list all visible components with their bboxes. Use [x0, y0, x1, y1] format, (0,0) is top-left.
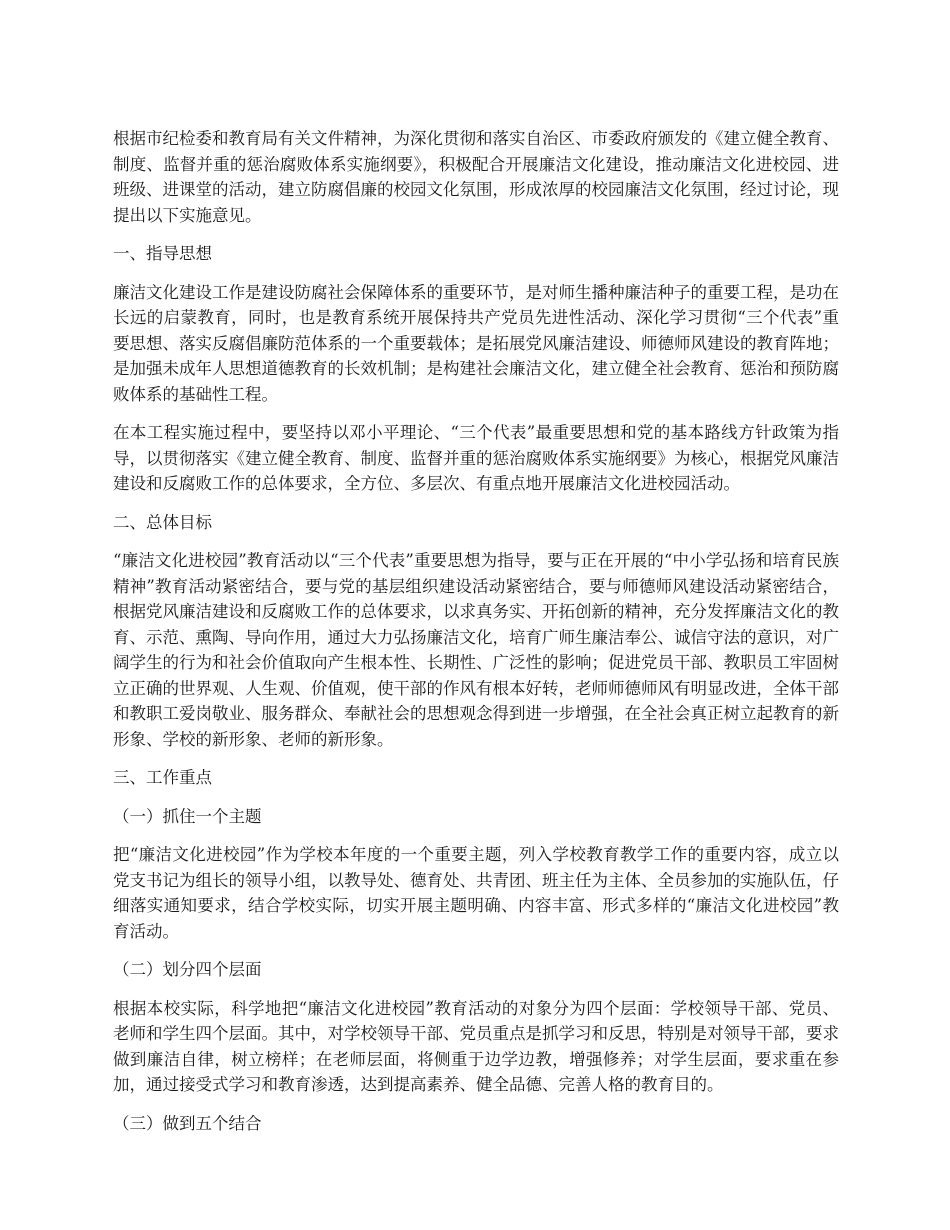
- guiding-thought-paragraph-1: 廉洁文化建设工作是建设防腐社会保障体系的重要环节，是对师生播种廉洁种子的重要工程，是功在长远的启蒙教育，同时，也是教育系统开展保持共产党员先进性活动、深化学习贯彻“三个代表”重要思想、落实反腐倡廉防范体系的一个重要载体；是拓展党风廉洁建设、师德师风建设的教育阵地；是加强未成年人思想道德教育的长效机制；是构建社会廉洁文化，建立健全社会教育、惩治和预防腐败体系的基础性工程。: [113, 282, 839, 404]
- subheading-five-combinations: （三）做到五个结合: [113, 1113, 262, 1133]
- section-heading-guiding-thought: 一、指导思想: [113, 244, 212, 263]
- one-theme-paragraph: 把“廉洁文化进校园”作为学校本年度的一个重要主题，列入学校教育教学工作的重要内容，成立以党支书记为组长的领导小组，以教导处、德育处、共青团、班主任为主体、全员参加的实施队伍，仔细落实通知要求，结合学校实际，切实开展主题明确、内容丰富、形式多样的“廉洁文化进校园”教育活动。: [113, 845, 839, 941]
- overall-goal-paragraph: “廉洁文化进校园”教育活动以“三个代表”重要思想为指导，要与正在开展的“中小学弘扬和培育民族精神”教育活动紧密结合，要与党的基层组织建设活动紧密结合，要与师德师风建设活动紧密结合，根据党风廉洁建设和反腐败工作的总体要求，以求真务实、开拓创新的精神，充分发挥廉洁文化的教育、示范、熏陶、导向作用，通过大力弘扬廉洁文化，培育广师生廉洁奉公、诚信守法的意识，对广阔学生的行为和社会价值取向产生根本性、长期性、广泛性的影响；促进党员干部、教职员工牢固树立正确的世界观、人生观、价值观，使干部的作风有根本好转，老师师德师风有明显改进，全体干部和教职工爱岗敬业、服务群众、奉献社会的思想观念得到进一步增强，在全社会真正树立起教育的新形象、学校的新形象、老师的新形象。: [113, 551, 839, 749]
- section-heading-overall-goal: 二、总体目标: [113, 512, 212, 532]
- intro-paragraph: 根据市纪检委和教育局有关文件精神，为深化贯彻和落实自治区、市委政府颁发的《建立健全教育、制度、监督并重的惩治腐败体系实施纲要》，积极配合开展廉洁文化建设，推动廉洁文化进校园、进班级、进课堂的活动，建立防腐倡廉的校园文化氛围，形成浓厚的校园廉洁文化氛围，经过讨论，现提出以下实施意见。: [113, 129, 839, 225]
- guiding-thought-paragraph-2: 在本工程实施过程中，要坚持以邓小平理论、“三个代表”最重要思想和党的基本路线方针政策为指导，以贯彻落实《建立健全教育、制度、监督并重的惩治腐败体系实施纲要》为核心，根据党风廉洁建设和反腐败工作的总体要求，全方位、多层次、有重点地开展廉洁文化进校园活动。: [113, 423, 839, 493]
- subheading-four-levels: （二）划分四个层面: [113, 960, 262, 979]
- subheading-one-theme: （一）抓住一个主题: [113, 806, 262, 826]
- document-body: [113, 126, 839, 1149]
- four-levels-paragraph: 根据本校实际，科学地把“廉洁文化进校园”教育活动的对象分为四个层面：学校领导干部、党员、老师和学生四个层面。其中，对学校领导干部、党员重点是抓学习和反思，特别是对领导干部，要求做到廉洁自律，树立榜样；在老师层面，将侧重于边学边教，增强修养；对学生层面，要求重在参加，通过接受式学习和教育渗透，达到提高素养、健全品德、完善人格的教育目的。: [113, 998, 839, 1094]
- section-heading-work-focus: 三、工作重点: [113, 768, 212, 787]
